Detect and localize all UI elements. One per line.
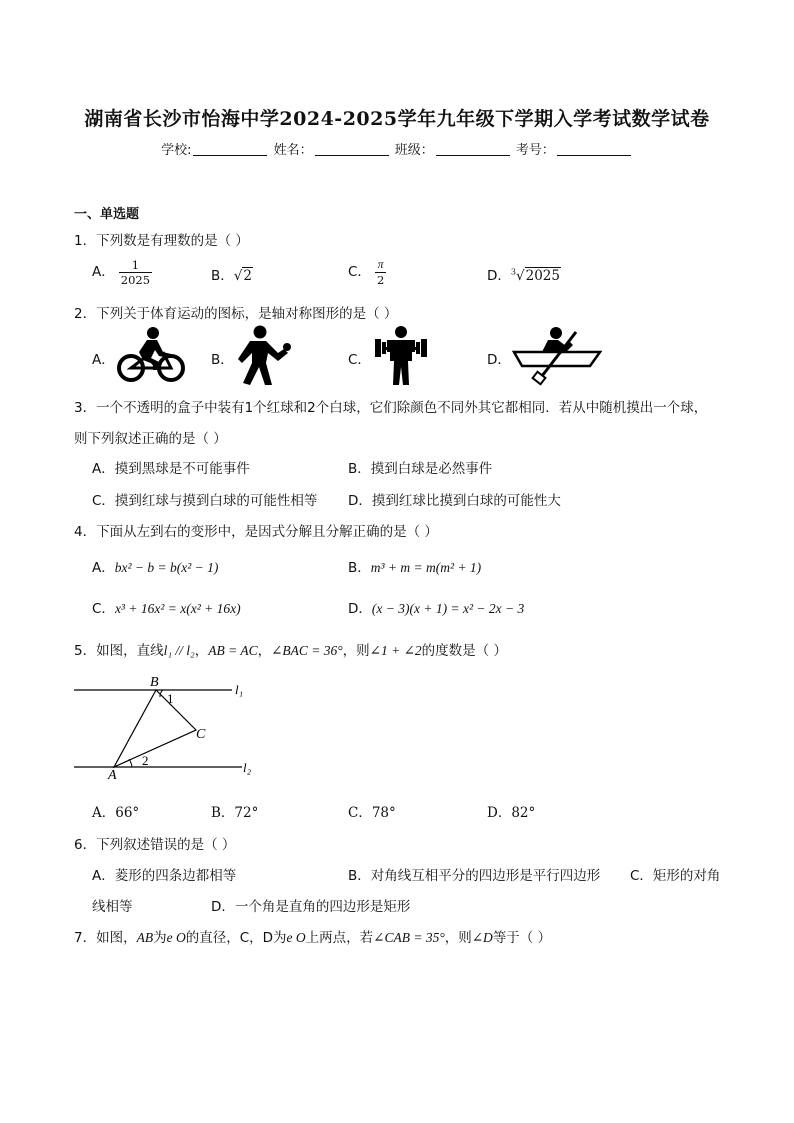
denominator: 2 xyxy=(376,273,385,287)
label-b: B xyxy=(150,675,159,690)
q4-c-label: C． xyxy=(92,601,115,617)
question-4-stem: 4．下面从左到右的变形中，是因式分解且分解正确的是（ ） xyxy=(74,524,438,540)
stem-text: 5．如图，直线 xyxy=(74,643,164,659)
class-label: 班级： xyxy=(394,143,434,158)
stem-text: 为 xyxy=(153,930,167,946)
q4-option-a xyxy=(92,556,218,576)
exam-no-blank[interactable] xyxy=(557,143,631,156)
q6-option-a: A．菱形的四条边都相等 xyxy=(92,868,237,884)
math-expr: ∠D xyxy=(471,930,493,945)
label-l1: l₁ xyxy=(235,682,244,697)
rowing-icon xyxy=(512,326,602,386)
q1-c-label: C． xyxy=(348,264,371,280)
q4-option-b xyxy=(348,556,481,576)
cycling-icon xyxy=(117,326,187,384)
q1-option-b xyxy=(211,264,253,284)
label-a: A xyxy=(108,768,117,783)
math-expr: m³ + m = m(m² + 1) xyxy=(370,560,482,575)
sqrt-expr: √2 xyxy=(233,268,252,284)
root-index: 3 xyxy=(510,267,516,277)
question-2-stem: 2．下列关于体育运动的图标，是轴对称图形的是（ ） xyxy=(74,306,398,322)
math-expr: (x − 3)(x + 1) = x² − 2x − 3 xyxy=(371,601,525,616)
name-label: 姓名： xyxy=(273,143,313,158)
question-3-stem-line2: 则下列叙述正确的是（ ） xyxy=(74,431,227,447)
q2-a-label: A． xyxy=(92,352,115,368)
label-angle-1: 1 xyxy=(167,691,174,706)
stem-text: ，则 xyxy=(342,643,370,659)
q4-option-d xyxy=(348,597,524,617)
ping-pong-icon xyxy=(232,325,292,387)
fraction xyxy=(375,258,386,287)
label-c: C xyxy=(196,727,206,742)
q2-b-label: B． xyxy=(211,352,234,368)
q5-option-a: A．66° xyxy=(92,805,140,821)
q1-option-d xyxy=(487,264,561,284)
q2-option-a xyxy=(92,348,115,368)
q2-option-d xyxy=(487,348,511,368)
q6-option-c-part2: 线相等 xyxy=(92,899,133,915)
q3-option-a: A．摸到黑球是不可能事件 xyxy=(92,461,250,477)
triangle-abc xyxy=(114,690,196,767)
q3-option-d: D．摸到红球比摸到白球的可能性大 xyxy=(348,493,561,509)
q2-option-b xyxy=(211,348,234,368)
cube-root-expr: $^3$√2025 xyxy=(510,267,560,284)
q1-a-label: A． xyxy=(92,264,115,280)
radicand: 2 xyxy=(243,268,252,284)
q1-b-label: B． xyxy=(211,268,234,284)
stem-text: ，则 xyxy=(444,930,472,946)
exam-no-label: 考号： xyxy=(515,143,555,158)
math-expr: e O xyxy=(286,930,306,945)
class-blank[interactable] xyxy=(436,143,510,156)
math-expr: ∠1 + ∠2 xyxy=(369,643,422,658)
q4-option-c xyxy=(92,597,241,617)
question-1-stem: 1．下列数是有理数的是（ ） xyxy=(74,233,249,249)
q3-option-c: C．摸到红球与摸到白球的可能性相等 xyxy=(92,493,318,509)
page-title: 湖南省长沙市怡海中学2024-2025学年九年级下学期入学考试数学试卷 xyxy=(84,108,710,130)
math-expr: ∠CAB = 35° xyxy=(373,930,445,945)
stem-text: 等于（ ） xyxy=(492,930,552,946)
q5-option-d: D．82° xyxy=(487,805,536,821)
stem-text: 的直径，C，D为 xyxy=(185,930,287,946)
label-l2: l₂ xyxy=(243,760,252,775)
question-3-stem-line1: 3．一个不透明的盒子中装有1个红球和2个白球，它们除颜色不同外其它都相同．若从中随机摸出一个球， xyxy=(74,400,708,416)
q1-option-c xyxy=(348,258,386,287)
question-7-stem xyxy=(74,926,551,946)
numerator: 1 xyxy=(119,258,152,273)
label-angle-2: 2 xyxy=(142,753,149,768)
q5-option-c: C．78° xyxy=(348,805,396,821)
question-5-stem xyxy=(74,639,507,659)
q3-option-b: B．摸到白球是必然事件 xyxy=(348,461,493,477)
q1-option-a xyxy=(92,258,152,287)
question-6-stem: 6．下列叙述错误的是（ ） xyxy=(74,837,236,853)
q4-d-label: D． xyxy=(348,601,372,617)
q5-option-b: B．72° xyxy=(211,805,259,821)
school-label: 学校: xyxy=(161,143,192,158)
weightlifting-icon xyxy=(372,325,430,387)
math-expr: x³ + 16x² = x(x² + 16x) xyxy=(114,601,241,616)
q2-c-label: C． xyxy=(348,352,371,368)
q6-option-c-part1: C．矩形的对角 xyxy=(630,868,721,884)
math-expr: AB xyxy=(136,930,154,945)
denominator: 2025 xyxy=(120,273,151,287)
math-expr: AB = AC xyxy=(208,643,258,658)
numerator: π xyxy=(375,258,386,273)
math-expr: e O xyxy=(166,930,186,945)
student-info-line xyxy=(0,139,794,158)
section-title: 一、单选题 xyxy=(74,207,140,222)
stem-text: 7．如图， xyxy=(74,930,137,946)
math-expr: ∠BAC = 36° xyxy=(271,643,343,658)
q1-d-label: D． xyxy=(487,268,511,284)
q4-b-label: B． xyxy=(348,560,371,576)
name-blank[interactable] xyxy=(315,143,389,156)
q5-geometry-figure xyxy=(70,672,270,784)
stem-text: ， xyxy=(194,643,209,659)
q4-a-label: A． xyxy=(92,560,115,576)
q6-option-d: D．一个角是直角的四边形是矩形 xyxy=(211,899,411,915)
stem-text: 上两点，若 xyxy=(305,930,374,946)
school-blank[interactable] xyxy=(193,143,267,156)
q2-option-c xyxy=(348,348,371,368)
math-expr: bx² − b = b(x² − 1) xyxy=(114,560,219,575)
stem-text: ， xyxy=(257,643,272,659)
radicand: 2025 xyxy=(525,268,560,284)
q6-option-b: B．对角线互相平分的四边形是平行四边形 xyxy=(348,868,601,884)
math-expr: l₁ // l₂ xyxy=(163,643,195,658)
stem-text: 的度数是（ ） xyxy=(421,643,507,659)
q2-d-label: D． xyxy=(487,352,511,368)
fraction xyxy=(119,258,152,287)
